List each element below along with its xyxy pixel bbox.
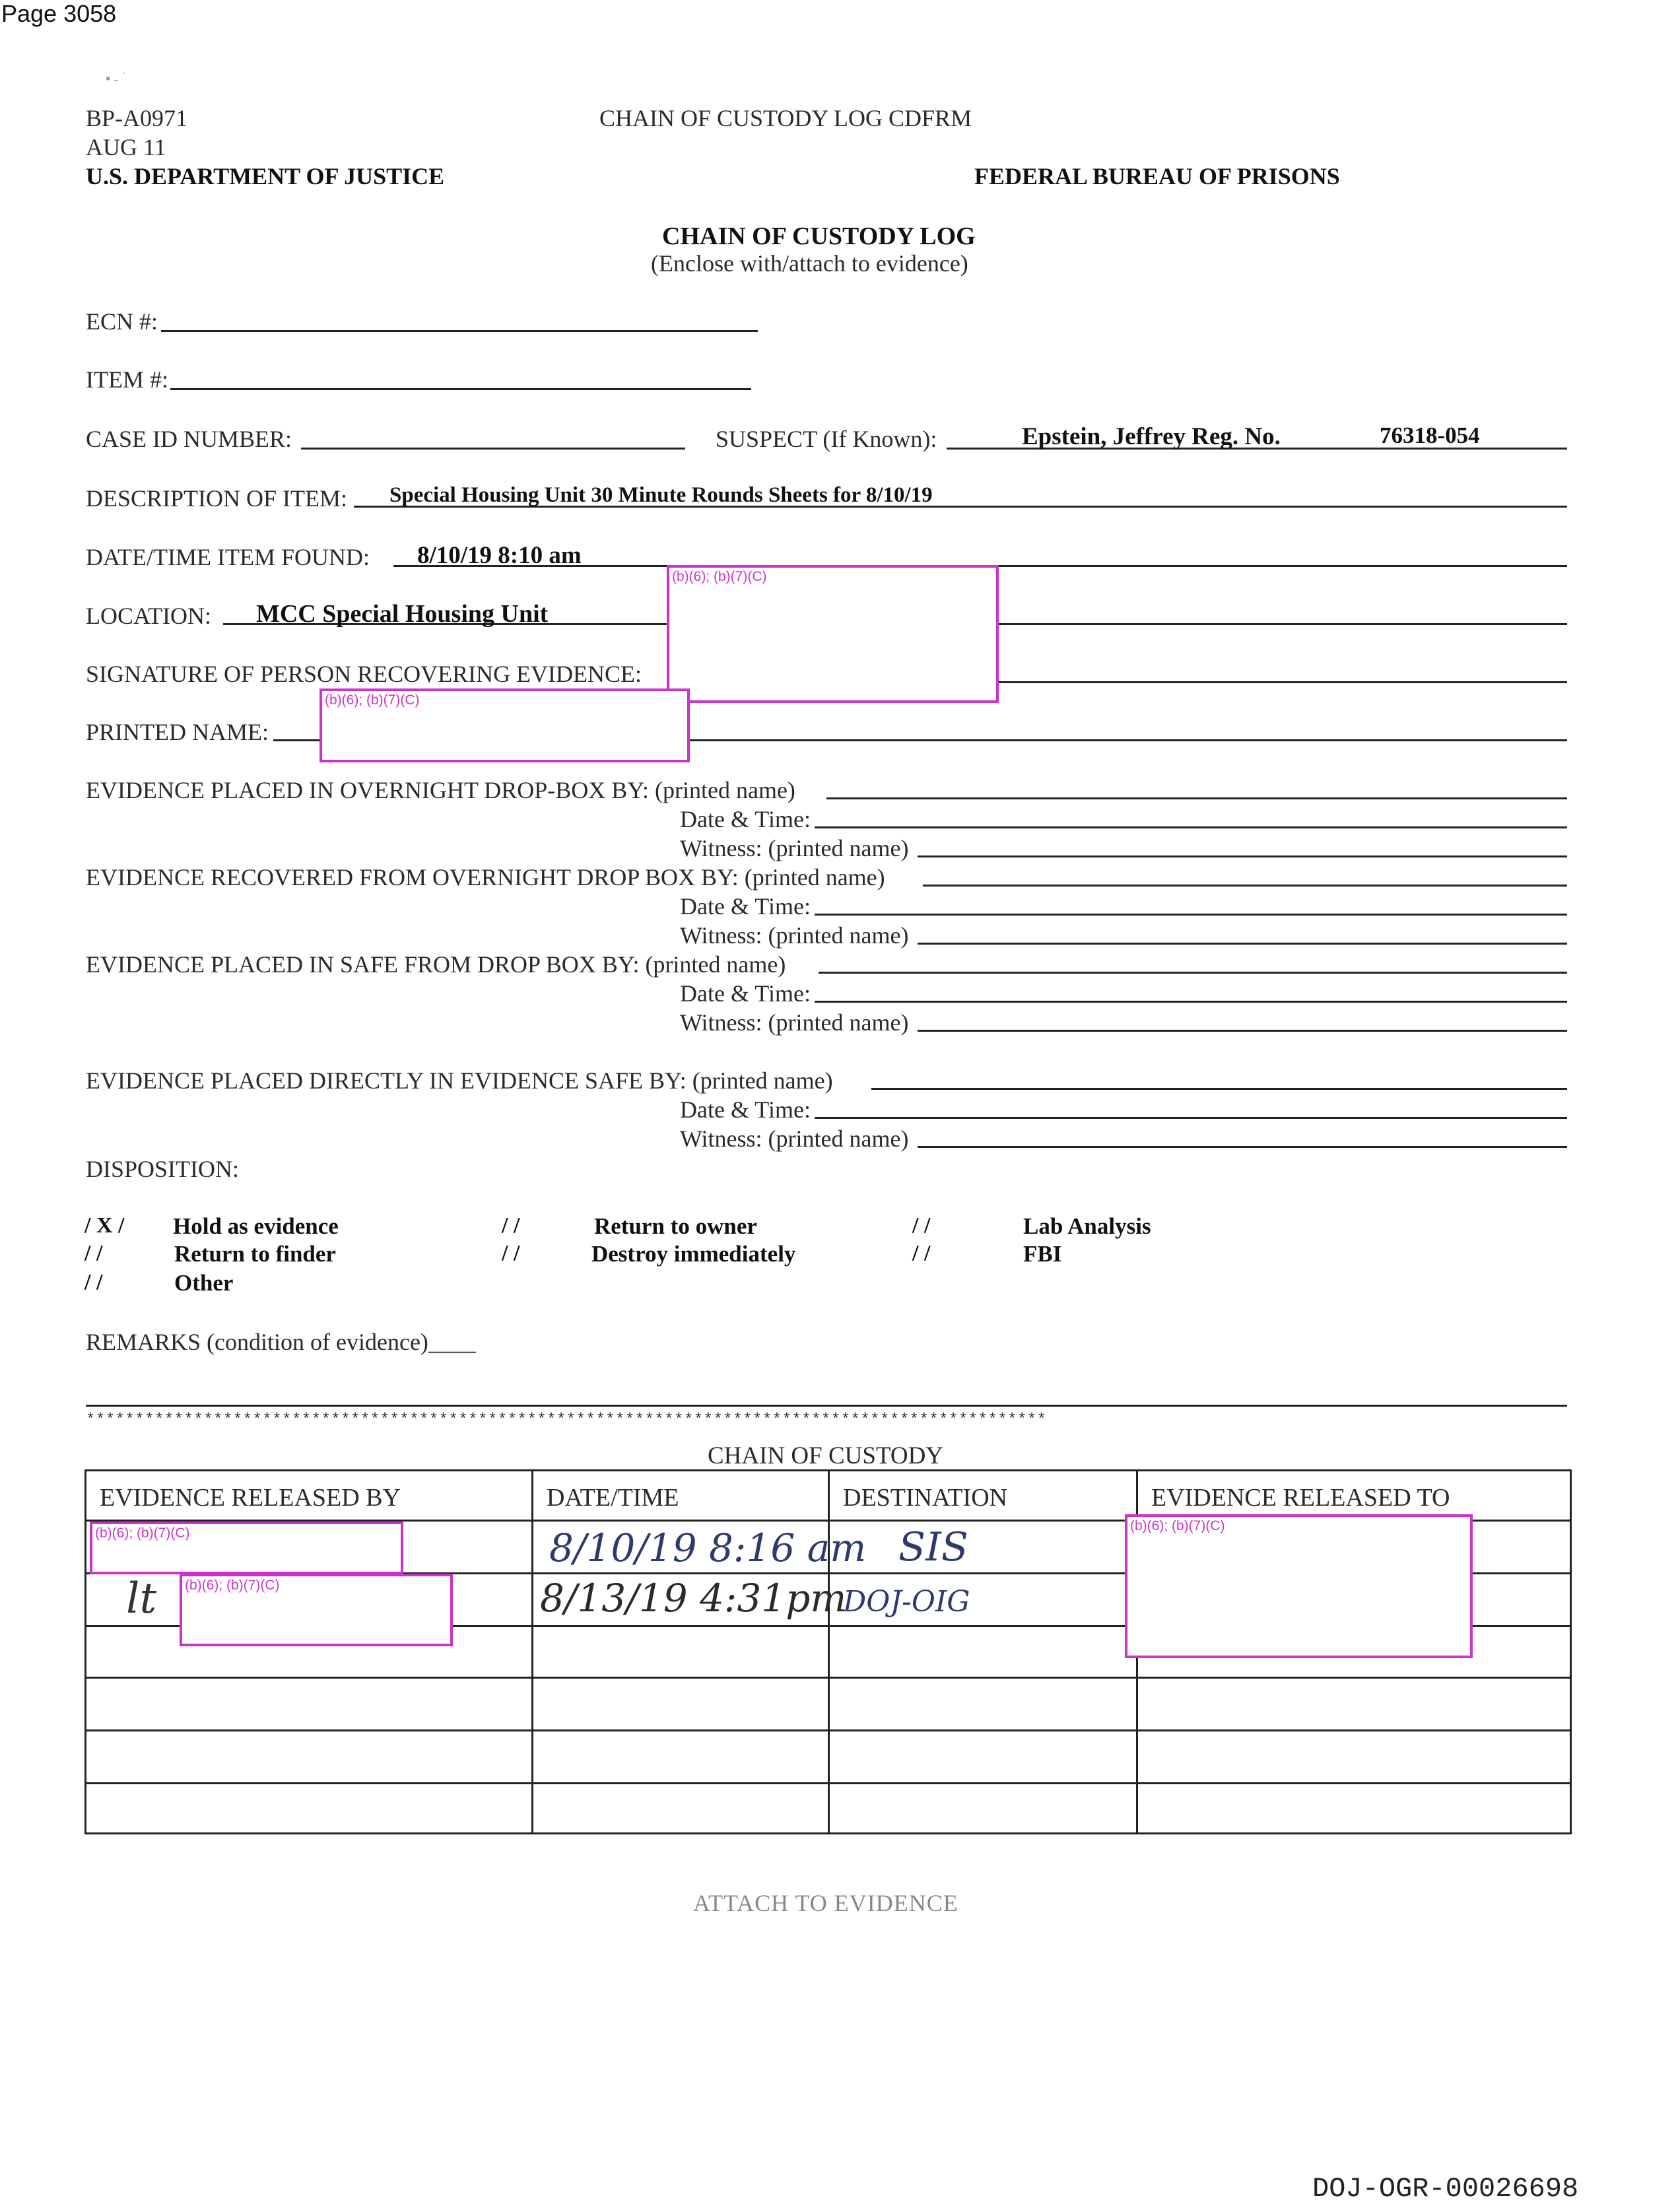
redaction-label: (b)(6); (b)(7)(C): [95, 1525, 190, 1541]
case-id-field[interactable]: [301, 448, 685, 450]
form-subtitle: (Enclose with/attach to evidence): [651, 250, 968, 277]
disposition-return-to-finder: Return to finder: [174, 1241, 336, 1267]
redaction-label: (b)(6); (b)(7)(C): [325, 692, 420, 708]
date-time-cell[interactable]: 8/10/19 8:16 am: [533, 1521, 829, 1574]
witness-field[interactable]: [918, 943, 1567, 945]
description-value: Special Housing Unit 30 Minute Rounds Sheets for 8/10/19: [389, 483, 933, 507]
dropbox-placed-label: EVIDENCE PLACED IN OVERNIGHT DROP-BOX BY: (printed name): [86, 777, 795, 803]
attach-to-evidence: ATTACH TO EVIDENCE: [693, 1890, 958, 1916]
disposition-return-to-owner: Return to owner: [594, 1213, 757, 1239]
description-label: DESCRIPTION OF ITEM:: [86, 485, 348, 512]
coc-table-title: CHAIN OF CUSTODY: [708, 1442, 944, 1469]
disposition-hold-as-evidence: Hold as evidence: [173, 1213, 339, 1239]
suspect-value: Epstein, Jeffrey Reg. No.: [1022, 423, 1281, 450]
disposition-mark-return-finder[interactable]: / /: [84, 1241, 103, 1265]
printed-name-label: PRINTED NAME:: [86, 719, 269, 745]
safe-from-dropbox-label: EVIDENCE PLACED IN SAFE FROM DROP BOX BY: (printed name): [86, 951, 786, 978]
form-title: CHAIN OF CUSTODY LOG: [662, 222, 976, 250]
dropbox-placed-field[interactable]: [826, 797, 1567, 799]
redaction-box: [667, 565, 999, 703]
form-code-title: CHAIN OF CUSTODY LOG CDFRM: [599, 105, 972, 131]
table-row: [86, 1731, 1571, 1784]
bates-number: DOJ-OGR-00026698: [1312, 2173, 1579, 2205]
disposition-mark-hold[interactable]: / X /: [84, 1213, 125, 1238]
table-row: [86, 1678, 1571, 1731]
redaction-label: (b)(6); (b)(7)(C): [185, 1578, 280, 1593]
redaction-label: (b)(6); (b)(7)(C): [1130, 1518, 1225, 1533]
witness-field[interactable]: [918, 1030, 1567, 1032]
date-time-field[interactable]: [815, 1117, 1567, 1119]
reg-number: 76318-054: [1380, 422, 1480, 448]
safe-direct-field[interactable]: [871, 1088, 1567, 1090]
safe-direct-label: EVIDENCE PLACED DIRECTLY IN EVIDENCE SAFE BY: (printed name): [86, 1067, 833, 1094]
dropbox-recovered-label: EVIDENCE RECOVERED FROM OVERNIGHT DROP BOX BY: (printed name): [86, 864, 885, 890]
agency-name: FEDERAL BUREAU OF PRISONS: [974, 163, 1340, 189]
page-label: Page 3058: [1, 0, 117, 27]
ecn-label: ECN #:: [86, 308, 158, 335]
location-label: LOCATION:: [86, 603, 211, 629]
form-number: BP-A0971: [86, 105, 188, 131]
date-found-label: DATE/TIME ITEM FOUND:: [86, 544, 370, 570]
date-time-label: Date & Time:: [680, 1096, 811, 1123]
disposition-mark-return-owner[interactable]: / /: [502, 1213, 520, 1238]
table-row: [86, 1784, 1571, 1834]
header-released-by: EVIDENCE RELEASED BY: [86, 1471, 533, 1521]
date-time-field[interactable]: [815, 826, 1567, 828]
date-time-label: Date & Time:: [680, 806, 811, 832]
case-id-label: CASE ID NUMBER:: [86, 426, 292, 452]
suspect-label: SUSPECT (If Known):: [716, 426, 937, 452]
header-destination: DESTINATION: [829, 1471, 1137, 1521]
form-revision: AUG 11: [86, 134, 166, 160]
date-time-label: Date & Time:: [680, 893, 811, 920]
department-name: U.S. DEPARTMENT OF JUSTICE: [86, 163, 445, 189]
safe-from-dropbox-field[interactable]: [819, 972, 1567, 974]
date-time-field[interactable]: [815, 1001, 1567, 1003]
disposition-destroy-immediately: Destroy immediately: [591, 1241, 796, 1267]
separator-asterisks: **************************************************************************************************: [86, 1411, 1047, 1429]
disposition-other: Other: [174, 1270, 234, 1296]
item-field[interactable]: [170, 388, 751, 390]
ecn-field[interactable]: [161, 330, 758, 332]
witness-label: Witness: (printed name): [680, 922, 909, 949]
redaction-box: [319, 688, 690, 762]
witness-label: Witness: (printed name): [680, 1125, 909, 1152]
destination-cell[interactable]: DOJ-OIG: [829, 1574, 1137, 1626]
date-time-cell[interactable]: 8/13/19 4:31pm: [533, 1574, 829, 1626]
header-released-to: EVIDENCE RELEASED TO: [1137, 1471, 1571, 1521]
destination-cell[interactable]: SIS: [829, 1521, 1137, 1574]
disposition-mark-lab[interactable]: / /: [912, 1213, 931, 1238]
location-value: MCC Special Housing Unit: [256, 600, 549, 628]
header-date-time: DATE/TIME: [533, 1471, 829, 1521]
remarks-field[interactable]: [86, 1405, 1567, 1407]
item-label: ITEM #:: [86, 366, 168, 393]
witness-label: Witness: (printed name): [680, 1009, 909, 1036]
date-found-value: 8/10/19 8:10 am: [417, 542, 582, 569]
redaction-box: [1125, 1514, 1473, 1658]
remarks-label: REMARKS (condition of evidence)____: [86, 1329, 476, 1355]
scan-marks: ▪ ˗ ˙: [106, 71, 127, 86]
date-time-label: Date & Time:: [680, 980, 811, 1007]
disposition-mark-fbi[interactable]: / /: [912, 1241, 931, 1265]
released-by-cell[interactable]: lt: [86, 1574, 533, 1626]
disposition-lab-analysis: Lab Analysis: [1023, 1213, 1151, 1239]
disposition-label: DISPOSITION:: [86, 1156, 240, 1182]
redaction-box: [90, 1522, 403, 1574]
dropbox-recovered-field[interactable]: [923, 885, 1567, 887]
redaction-label: (b)(6); (b)(7)(C): [672, 569, 767, 584]
disposition-mark-destroy[interactable]: / /: [502, 1241, 520, 1265]
witness-field[interactable]: [918, 855, 1567, 857]
disposition-fbi: FBI: [1023, 1241, 1062, 1267]
witness-label: Witness: (printed name): [680, 835, 909, 861]
redaction-box: [180, 1574, 453, 1646]
disposition-mark-other[interactable]: / /: [84, 1270, 103, 1294]
witness-field[interactable]: [918, 1146, 1567, 1148]
date-time-field[interactable]: [815, 914, 1567, 916]
signature-label: SIGNATURE OF PERSON RECOVERING EVIDENCE:: [86, 661, 642, 687]
